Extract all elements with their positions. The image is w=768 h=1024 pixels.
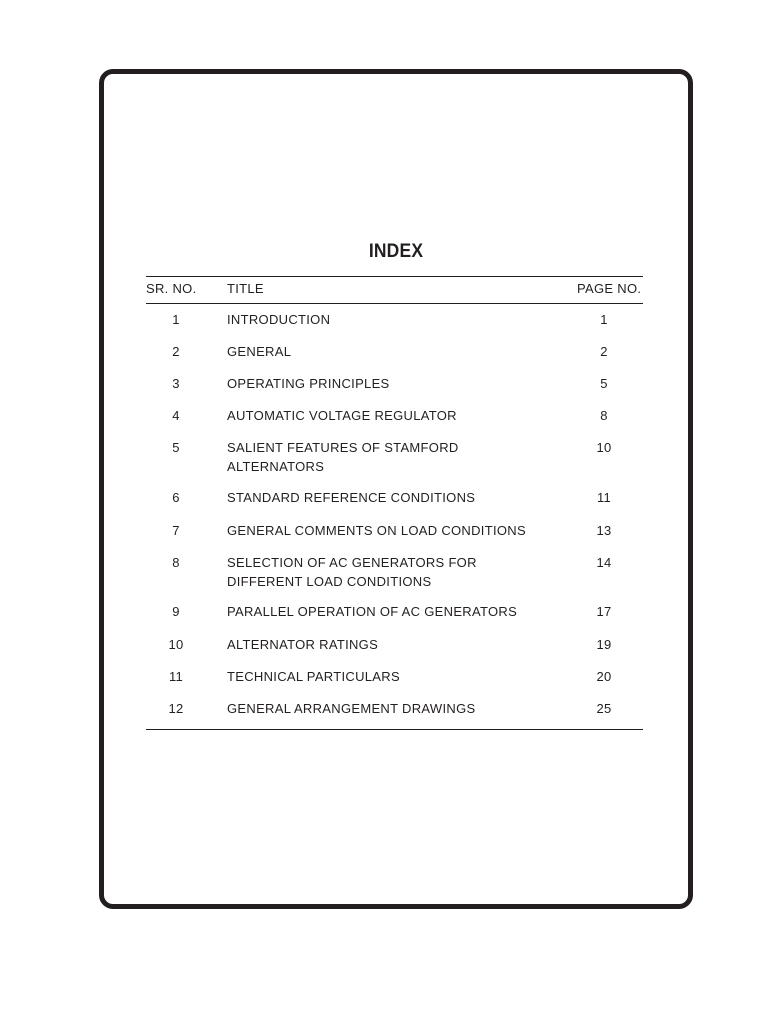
row-title-line: ALTERNATORS	[227, 458, 325, 474]
column-header-page-no: PAGE NO.	[577, 281, 642, 296]
row-sr-no: 10	[168, 637, 184, 652]
row-page-no: 25	[596, 701, 612, 716]
row-page-no: 17	[596, 604, 612, 619]
row-page-no: 11	[596, 490, 612, 505]
row-page-no: 19	[596, 637, 612, 652]
row-sr-no: 2	[172, 344, 180, 359]
row-page-no: 13	[596, 523, 612, 538]
row-title-line: SALIENT FEATURES OF STAMFORD	[227, 440, 459, 455]
row-page-no: 1	[600, 312, 608, 327]
row-sr-no: 7	[172, 523, 180, 538]
index-title: INDEX	[368, 241, 424, 262]
column-header-sr-no: SR. NO.	[146, 281, 197, 296]
row-title: GENERAL ARRANGEMENT DRAWINGS	[227, 701, 476, 716]
row-page-no: 20	[596, 669, 612, 684]
row-sr-no: 5	[172, 440, 180, 455]
row-title: AUTOMATIC VOLTAGE REGULATOR	[227, 408, 457, 423]
row-title	[227, 439, 557, 476]
table-bottom-rule	[146, 729, 643, 730]
row-sr-no: 4	[172, 408, 180, 423]
row-page-no: 2	[600, 344, 608, 359]
row-title: TECHNICAL PARTICULARS	[227, 669, 400, 684]
row-sr-no: 1	[172, 312, 180, 327]
row-page-no: 14	[596, 555, 612, 570]
row-title-line: DIFFERENT LOAD CONDITIONS	[227, 573, 432, 589]
row-page-no: 8	[600, 408, 608, 423]
row-sr-no: 8	[172, 555, 180, 570]
row-page-no: 5	[600, 376, 608, 391]
row-sr-no: 3	[172, 376, 180, 391]
row-sr-no: 12	[168, 701, 184, 716]
row-title: STANDARD REFERENCE CONDITIONS	[227, 490, 476, 505]
row-title: PARALLEL OPERATION OF AC GENERATORS	[227, 604, 518, 619]
row-title: GENERAL	[227, 344, 292, 359]
header-top-rule	[146, 276, 643, 277]
row-sr-no: 11	[168, 669, 184, 684]
row-title-line: SELECTION OF AC GENERATORS FOR	[227, 555, 477, 570]
column-header-title: TITLE	[227, 281, 264, 296]
row-title: GENERAL COMMENTS ON LOAD CONDITIONS	[227, 523, 526, 538]
row-sr-no: 9	[172, 604, 180, 619]
row-sr-no: 6	[172, 490, 180, 505]
row-page-no: 10	[596, 440, 612, 455]
row-title	[227, 554, 557, 591]
row-title: OPERATING PRINCIPLES	[227, 376, 390, 391]
row-title: INTRODUCTION	[227, 312, 331, 327]
row-title: ALTERNATOR RATINGS	[227, 637, 379, 652]
header-bottom-rule	[146, 303, 643, 304]
